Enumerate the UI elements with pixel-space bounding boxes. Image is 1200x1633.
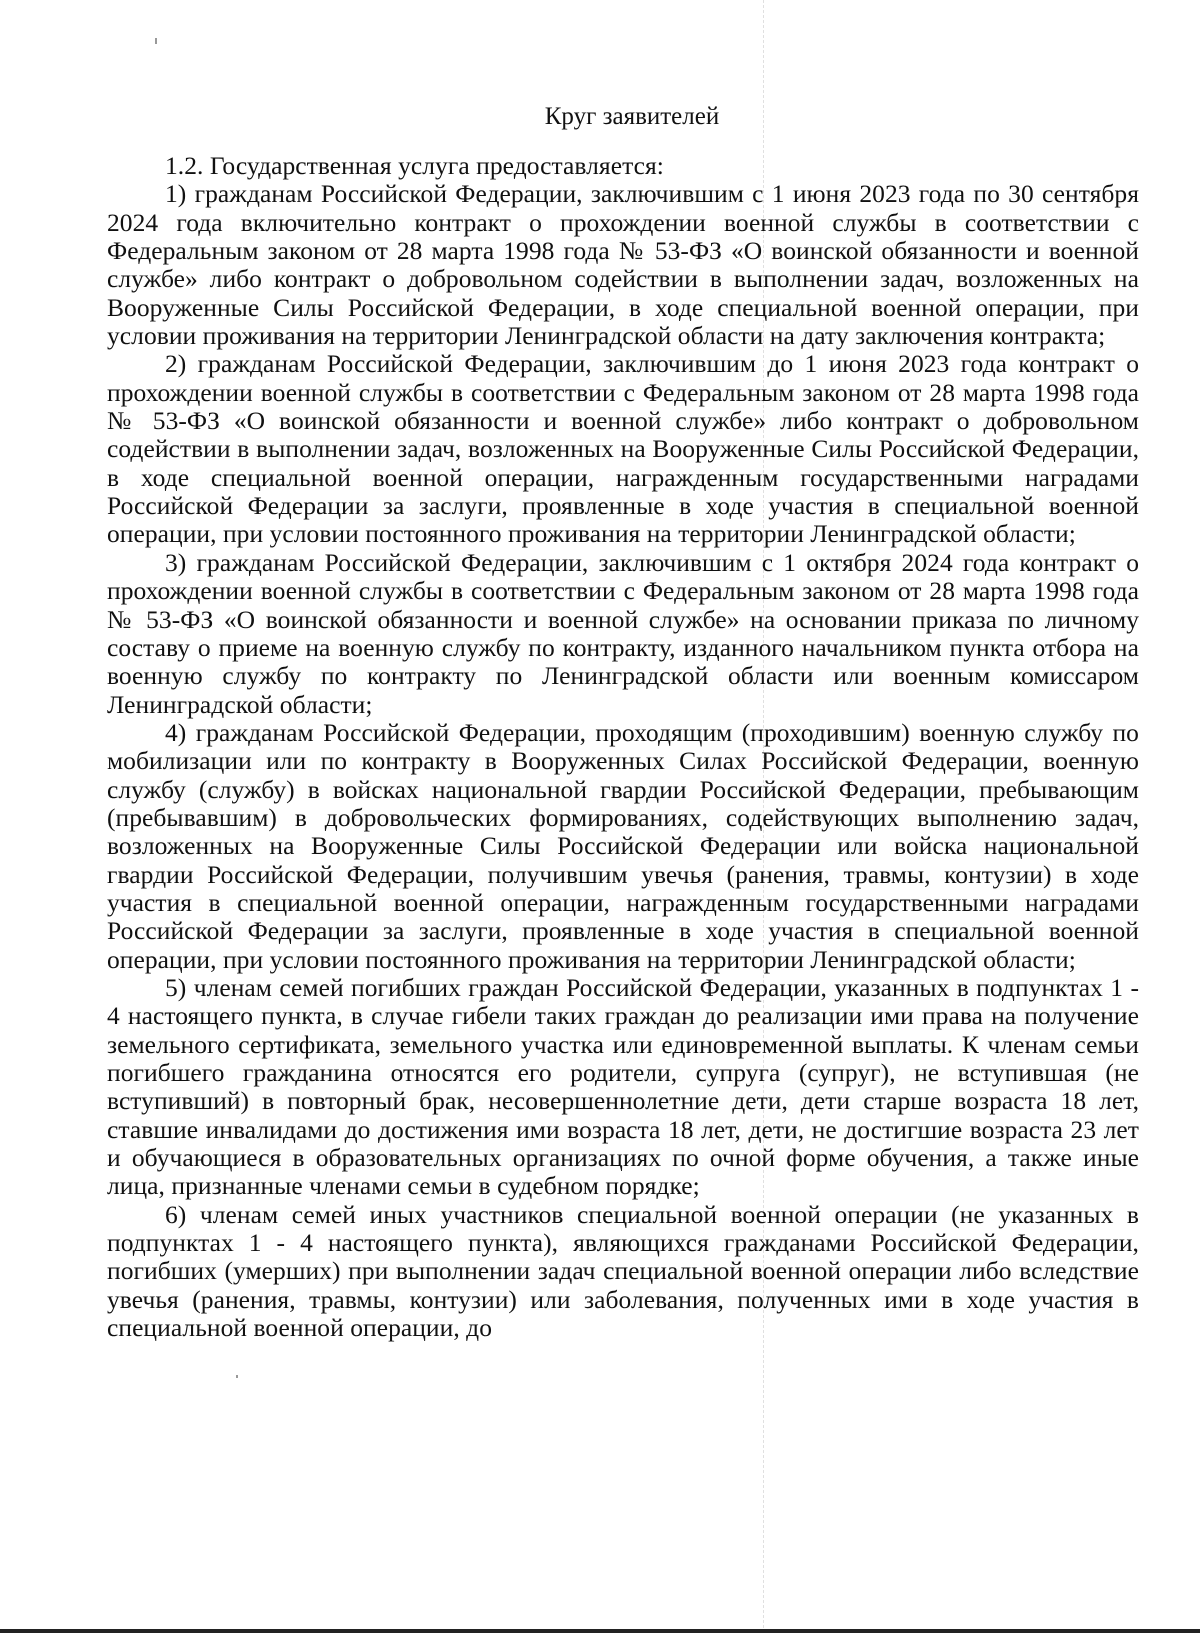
list-item-5: 5) членам семей погибших граждан Российской Федерации, указанных в подпунктах 1 - 4 настоящего пункта, в случае гибели таких граждан до реализации ими права на получение земельного сертификата, земельного участка или единовременной выплаты. К членам семьи погибшего гражданина относятся его родители, супруга (супруг), не вступившая (не вступивший) в повторный брак, несовершеннолетние дети, дети старше возраста 18 лет, ставшие инвалидами до достижения ими возраста 18 лет, дети, не достигшие возраста 23 лет и обучающиеся в образовательных организациях по очной форме обучения, а также иные лица, признанные членами семьи в судебном порядке; bbox=[107, 972, 1139, 1201]
page-bottom-edge bbox=[0, 1629, 1200, 1633]
list-item-1: 1) гражданам Российской Федерации, заключившим с 1 июня 2023 года по 30 сентября 2024 года включительно контракт о прохождении военной службы в соответствии с Федеральным законом от 28 марта 1998 года № 53-ФЗ «О воинской обязанности и военной службе» либо контракт о добровольном содействии в выполнении задач, возложенных на Вооруженные Силы Российской Федерации, в ходе специальной военной операции, при условии проживания на территории Ленинградской области на дату заключения контракта; bbox=[107, 179, 1139, 351]
list-item-6: 6) членам семей иных участников специальной военной операции (не указанных в подпунктах 1 - 4 настоящего пункта), являющихся гражданами Российской Федерации, погибших (умерших) при выполнении задач специальной военной операции либо вследствие увечья (ранения, травмы, контузии) или заболевания, полученных ими в ходе участия в специальной военной операции, до bbox=[107, 1199, 1139, 1343]
list-item-3: 3) гражданам Российской Федерации, заключившим с 1 октября 2024 года контракт о прохождении военной службы в соответствии с Федеральным законом от 28 марта 1998 года № 53-ФЗ «О воинской обязанности и военной службе» на основании приказа по личному составу о приеме на военную службу по контракту, изданного начальником пункта отбора на военную службу по контракту по Ленинградской области или военным комиссаром Ленинградской области; bbox=[107, 547, 1139, 719]
section-title: Круг заявителей bbox=[544, 103, 720, 130]
intro-paragraph: 1.2. Государственная услуга предоставляется: bbox=[165, 151, 664, 180]
document-body bbox=[107, 100, 1139, 1342]
list-item-4: 4) гражданам Российской Федерации, проходящим (проходившим) военную службу по мобилизации или по контракту в Вооруженных Силах Российской Федерации, военную службу (службу) в войсках национальной гвардии Российской Федерации, пребывающим (пребывавшим) в добровольческих формированиях, содействующих выполнению задач, возложенных на Вооруженные Силы Российской Федерации или войска национальной гвардии Российской Федерации, получившим увечья (ранения, травмы, контузии) в ходе участия в специальной военной операции, награжденным государственными наградами Российской Федерации за заслуги, проявленные в ходе участия в специальной военной операции, при условии постоянного проживания на территории Ленинградской области; bbox=[107, 717, 1139, 974]
scan-speck bbox=[155, 38, 157, 44]
list-item-2: 2) гражданам Российской Федерации, заключившим до 1 июня 2023 года контракт о прохождении военной службы в соответствии с Федеральным законом от 28 марта 1998 года № 53-ФЗ «О воинской обязанности и военной службе» либо контракт о добровольном содействии в выполнении задач, возложенных на Вооруженные Силы Российской Федерации, в ходе специальной военной операции, награжденным государственными наградами Российской Федерации за заслуги, проявленные в ходе участия в специальной военной операции, при условии постоянного проживания на территории Ленинградской области; bbox=[107, 349, 1139, 549]
scan-speck bbox=[236, 1375, 238, 1378]
